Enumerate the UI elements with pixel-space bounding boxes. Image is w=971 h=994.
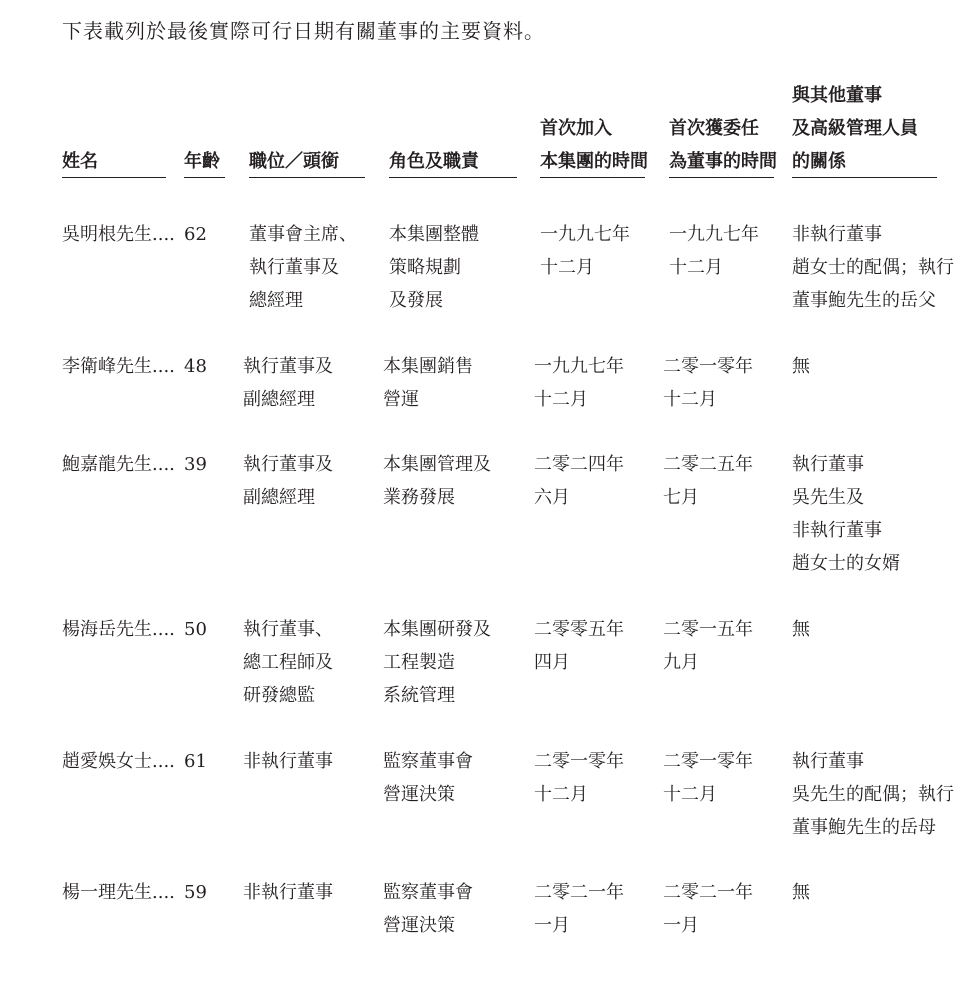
row-role [383, 876, 473, 942]
row-join-date-line: 四月 [534, 652, 570, 673]
row-position [243, 876, 333, 909]
row-join-date [534, 613, 624, 679]
row-relationship [792, 218, 954, 317]
row-relationship [792, 350, 810, 383]
row-role-line: 及發展 [389, 290, 443, 311]
row-relationship-line: 吳先生及 [792, 487, 864, 508]
row-relationship-line: 董事鮑先生的岳父 [792, 290, 936, 311]
row-join-date-line: 六月 [534, 487, 570, 508]
row-role-line: 本集團銷售 [383, 356, 473, 377]
row-appoint-date-line: 二零一五年 [663, 619, 753, 640]
row-join-date-line: 一九九七年 [540, 224, 630, 245]
row-appoint-date [663, 613, 753, 679]
row-role [389, 218, 479, 317]
row-position [243, 448, 333, 514]
row-relationship [792, 745, 954, 844]
row-role [383, 448, 491, 514]
header-age [184, 145, 220, 178]
header-relationship-line: 的關係 [792, 151, 846, 172]
row-appoint-date-line: 七月 [663, 487, 699, 508]
header-position-line: 職位／頭銜 [249, 151, 339, 172]
row-join-date-line: 二零二四年 [534, 454, 624, 475]
row-appoint-date-line: 二零二五年 [663, 454, 753, 475]
row-join-date [534, 448, 624, 514]
row-role-line: 本集團整體 [389, 224, 479, 245]
row-position-line: 總經理 [249, 290, 303, 311]
row-relationship-line: 執行董事 [792, 454, 864, 475]
row-relationship [792, 613, 810, 646]
row-role [383, 350, 473, 416]
row-role-line: 系統管理 [383, 685, 455, 706]
row-join-date-line: 十二月 [534, 389, 588, 410]
row-position-line: 執行董事及 [243, 356, 333, 377]
row-age: 48 [184, 356, 207, 377]
row-join-date [534, 350, 624, 416]
row-position-line: 研發總監 [243, 685, 315, 706]
row-relationship-line: 非執行董事 [792, 224, 882, 245]
header-rule-age [184, 177, 225, 178]
row-relationship-line: 吳先生的配偶；執行 [792, 784, 954, 805]
header-name-line: 姓名 [62, 151, 98, 172]
header-age-line: 年齡 [184, 151, 220, 172]
row-relationship [792, 448, 900, 580]
row-position-line: 總工程師及 [243, 652, 333, 673]
row-relationship-line: 董事鮑先生的岳母 [792, 817, 936, 838]
row-age: 59 [184, 882, 207, 903]
row-relationship-line: 無 [792, 619, 810, 640]
header-join-date-line: 首次加入 [540, 118, 612, 139]
header-rule-join-date [540, 177, 645, 178]
row-relationship-line: 執行董事 [792, 751, 864, 772]
row-appoint-date [663, 350, 753, 416]
row-join-date [540, 218, 630, 284]
row-role-line: 策略規劃 [389, 257, 461, 278]
row-appoint-date [669, 218, 759, 284]
row-age: 61 [184, 751, 207, 772]
row-position [243, 613, 333, 712]
header-join-date [540, 112, 648, 178]
row-relationship-line: 無 [792, 882, 810, 903]
row-role-line: 監察董事會 [383, 882, 473, 903]
row-join-date-line: 十二月 [534, 784, 588, 805]
header-appoint-date [669, 112, 777, 178]
row-name: 楊海岳先生.... [62, 619, 175, 640]
row-join-date [534, 876, 624, 942]
row-join-date [534, 745, 624, 811]
row-appoint-date [663, 448, 753, 514]
row-position-line: 副總經理 [243, 487, 315, 508]
row-role [383, 613, 491, 712]
row-role-line: 營運 [383, 389, 419, 410]
row-appoint-date-line: 二零一零年 [663, 751, 753, 772]
row-relationship-line: 趙女士的配偶；執行 [792, 257, 954, 278]
row-appoint-date-line: 十二月 [663, 784, 717, 805]
header-name [62, 145, 98, 178]
header-relationship [792, 79, 918, 178]
intro-text: 下表載列於最後實際可行日期有關董事的主要資料。 [62, 19, 545, 43]
row-position [243, 745, 333, 778]
header-rule-relationship [792, 177, 937, 178]
header-relationship-line: 及高級管理人員 [792, 118, 918, 139]
row-join-date-line: 十二月 [540, 257, 594, 278]
row-position-line: 執行董事、 [243, 619, 333, 640]
row-role-line: 本集團研發及 [383, 619, 491, 640]
row-position [243, 350, 333, 416]
row-appoint-date-line: 二零一零年 [663, 356, 753, 377]
row-role-line: 監察董事會 [383, 751, 473, 772]
row-age: 39 [184, 454, 207, 475]
row-position-line: 執行董事及 [249, 257, 339, 278]
row-position-line: 董事會主席、 [249, 224, 357, 245]
row-appoint-date [663, 876, 753, 942]
row-join-date-line: 二零零五年 [534, 619, 624, 640]
header-rule-name [62, 177, 166, 178]
row-role-line: 業務發展 [383, 487, 455, 508]
row-appoint-date-line: 十二月 [663, 389, 717, 410]
header-position [249, 145, 339, 178]
row-role-line: 工程製造 [383, 652, 455, 673]
row-role-line: 本集團管理及 [383, 454, 491, 475]
header-rule-position [249, 177, 365, 178]
header-role [389, 145, 479, 178]
row-role [383, 745, 473, 811]
header-rule-appoint-date [669, 177, 774, 178]
row-appoint-date-line: 一九九七年 [669, 224, 759, 245]
row-appoint-date-line: 十二月 [669, 257, 723, 278]
row-position-line: 副總經理 [243, 389, 315, 410]
row-age: 50 [184, 619, 207, 640]
header-rule-role [389, 177, 517, 178]
row-position-line: 非執行董事 [243, 751, 333, 772]
row-role-line: 營運決策 [383, 784, 455, 805]
row-appoint-date-line: 一月 [663, 915, 699, 936]
row-relationship-line: 無 [792, 356, 810, 377]
row-relationship [792, 876, 810, 909]
row-appoint-date [663, 745, 753, 811]
row-name: 李衛峰先生.... [62, 356, 175, 377]
header-join-date-line: 本集團的時間 [540, 151, 648, 172]
row-position-line: 非執行董事 [243, 882, 333, 903]
row-join-date-line: 二零一零年 [534, 751, 624, 772]
row-join-date-line: 一月 [534, 915, 570, 936]
row-join-date-line: 一九九七年 [534, 356, 624, 377]
row-relationship-line: 趙女士的女婿 [792, 553, 900, 574]
row-join-date-line: 二零二一年 [534, 882, 624, 903]
row-appoint-date-line: 九月 [663, 652, 699, 673]
row-age: 62 [184, 224, 207, 245]
row-name: 楊一理先生.... [62, 882, 175, 903]
row-relationship-line: 非執行董事 [792, 520, 882, 541]
header-appoint-date-line: 為董事的時間 [669, 151, 777, 172]
row-position [249, 218, 357, 317]
header-appoint-date-line: 首次獲委任 [669, 118, 759, 139]
row-role-line: 營運決策 [383, 915, 455, 936]
row-position-line: 執行董事及 [243, 454, 333, 475]
row-name: 吳明根先生.... [62, 224, 175, 245]
row-name: 趙愛娛女士.... [62, 751, 175, 772]
row-name: 鮑嘉龍先生.... [62, 454, 175, 475]
header-relationship-line: 與其他董事 [792, 85, 882, 106]
header-role-line: 角色及職責 [389, 151, 479, 172]
row-appoint-date-line: 二零二一年 [663, 882, 753, 903]
